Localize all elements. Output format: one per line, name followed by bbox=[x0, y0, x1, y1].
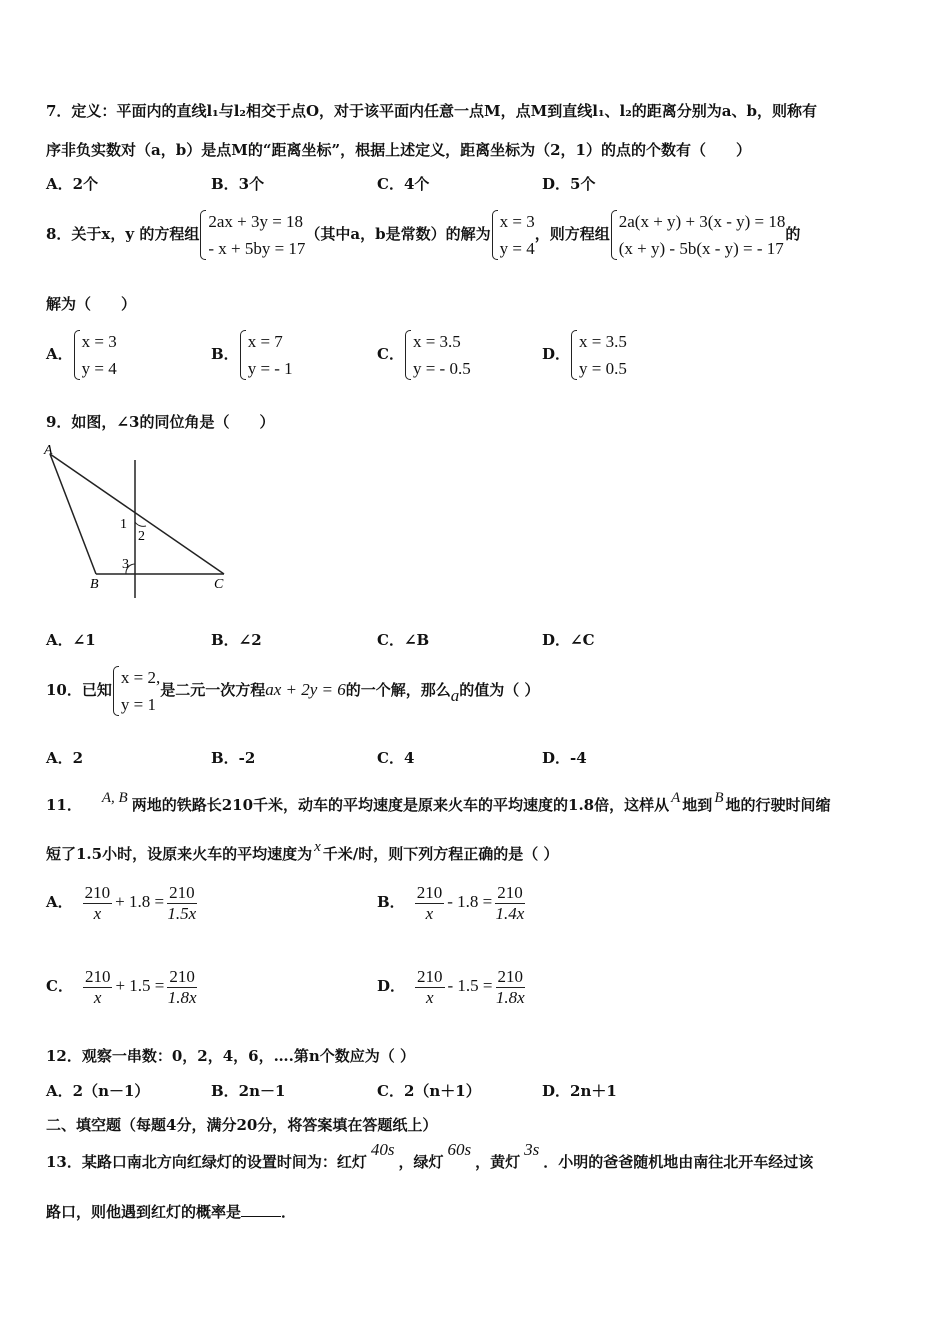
q11-option-b-den: x bbox=[425, 903, 434, 923]
q8-option-a bbox=[46, 324, 117, 384]
q11-option-a bbox=[46, 878, 197, 926]
q11-option-b-num: 210 bbox=[416, 882, 443, 902]
q11-b: B bbox=[714, 790, 724, 806]
q8-option-a-system bbox=[73, 328, 117, 382]
q8-line2: 解为（ ） bbox=[46, 295, 137, 313]
label-1: 1 bbox=[120, 517, 127, 532]
q8-suffix: 的 bbox=[785, 225, 801, 243]
q8-solution-x: x = 3 bbox=[499, 212, 535, 231]
label-b: B bbox=[90, 577, 99, 592]
q8-system1 bbox=[199, 208, 305, 262]
q10-option-a: A．2 bbox=[46, 749, 84, 767]
q8-option-d-y: y = 0.5 bbox=[579, 359, 627, 378]
q11-line1 bbox=[46, 790, 831, 816]
q13-line2-text: 路口，则他遇到红灯的概率是 bbox=[46, 1203, 242, 1221]
q11-option-d bbox=[377, 962, 525, 1010]
q11-line2b: 千米/时，则下列方程正确的是（ ） bbox=[322, 845, 559, 863]
q8-option-c-label: C． bbox=[377, 345, 404, 363]
q11-x: x bbox=[314, 839, 321, 855]
q11-option-b-rnum: 210 bbox=[497, 882, 523, 902]
q13-t3: ，黄灯 bbox=[475, 1153, 521, 1171]
q11-option-b bbox=[377, 878, 525, 926]
q12-stem: 12．观察一串数：0，2，4，6，….第n个数应为（ ） bbox=[46, 1047, 415, 1065]
q9-triangle-figure bbox=[40, 440, 240, 600]
q12-option-b: B．2n－1 bbox=[211, 1082, 286, 1100]
q11-option-d-num: 210 bbox=[417, 966, 443, 986]
q8-option-c-y: y = - 0.5 bbox=[412, 359, 471, 378]
q11-num: 11． bbox=[46, 796, 82, 814]
q7-option-d: D．5个 bbox=[542, 175, 596, 193]
q10-option-b: B．-2 bbox=[211, 749, 256, 767]
q10-suffix: 的值为（ ） bbox=[459, 681, 540, 699]
q11-option-c-rhs bbox=[167, 967, 197, 1008]
q11-option-c-num: 210 bbox=[84, 966, 111, 986]
q9-option-d: D．∠C bbox=[542, 631, 595, 649]
q8-prefix: 8．关于x，y 的方程组 bbox=[46, 225, 200, 243]
q11-option-b-rhs bbox=[495, 883, 525, 924]
q11-option-a-rnum: 210 bbox=[169, 882, 195, 902]
q11-option-b-rden: 1.4x bbox=[495, 903, 525, 923]
q7-option-c: C．4个 bbox=[377, 175, 430, 193]
q13-line2 bbox=[46, 1202, 296, 1222]
q8-option-a-x: x = 3 bbox=[81, 332, 117, 351]
side-ac bbox=[50, 454, 224, 574]
q12-option-c: C．2（n＋1） bbox=[377, 1082, 481, 1100]
q11-option-a-rhs bbox=[167, 883, 197, 924]
q11-a: A bbox=[671, 790, 681, 806]
q11-option-a-op: + 1.8 = bbox=[115, 892, 165, 911]
q7-option-a: A．2个 bbox=[46, 175, 99, 193]
q10-option-d: D．-4 bbox=[542, 749, 587, 767]
q8-option-b-x: x = 7 bbox=[247, 332, 283, 351]
side-ab bbox=[50, 454, 96, 574]
q11-option-a-rden: 1.5x bbox=[167, 903, 197, 923]
label-a: A bbox=[44, 443, 53, 458]
q11-option-c-rnum: 210 bbox=[169, 966, 195, 986]
q11-option-c-label: C． bbox=[46, 977, 73, 995]
q10-system-x: x = 2, bbox=[120, 668, 161, 687]
q8-mid1: （其中a，b是常数）的解为 bbox=[305, 225, 491, 243]
q12-option-d: D．2n＋1 bbox=[542, 1082, 617, 1100]
q12-option-a: A．2（n－1） bbox=[46, 1082, 150, 1100]
q11-option-d-rden: 1.8x bbox=[495, 987, 525, 1007]
q11-t3: 地的行驶时间缩 bbox=[725, 796, 831, 814]
q8-system2-eq2: (x + y) - 5b(x - y) = - 17 bbox=[618, 239, 784, 258]
q8-line1 bbox=[46, 204, 800, 264]
q10-system bbox=[112, 664, 160, 718]
q11-option-b-op: - 1.8 = bbox=[447, 892, 493, 911]
q11-option-d-rhs bbox=[496, 967, 526, 1008]
q8-mid2: ，则方程组 bbox=[534, 225, 610, 243]
q13-end: ． bbox=[281, 1203, 297, 1221]
q11-t2: 地到 bbox=[682, 796, 713, 814]
q11-option-c-lhs bbox=[83, 967, 113, 1008]
q8-solution-y: y = 4 bbox=[499, 239, 535, 258]
section-2-heading: 二、填空题（每题4分，满分20分，将答案填在答题纸上） bbox=[46, 1116, 438, 1134]
q13-line1 bbox=[46, 1140, 814, 1172]
q10-equation: ax + 2y = 6 bbox=[265, 680, 346, 699]
q11-option-d-den: x bbox=[425, 987, 434, 1007]
q8-option-d bbox=[542, 324, 627, 384]
q8-option-d-system bbox=[570, 328, 627, 382]
q8-option-c-system bbox=[404, 328, 471, 382]
q10-mid2: 的一个解，那么 bbox=[345, 681, 451, 699]
q7-option-b: B．3个 bbox=[211, 175, 265, 193]
q8-system2 bbox=[610, 208, 786, 262]
q11-option-c-den: x bbox=[93, 987, 102, 1007]
q13-t1: 13．某路口南北方向红绿灯的设置时间为：红灯 bbox=[46, 1153, 367, 1171]
q11-option-c bbox=[46, 962, 197, 1010]
q13-red: 40s bbox=[370, 1140, 395, 1159]
q11-option-a-lhs bbox=[83, 883, 113, 924]
q11-option-c-rden: 1.8x bbox=[167, 987, 197, 1007]
q8-option-d-x: x = 3.5 bbox=[579, 332, 627, 351]
q11-option-a-num: 210 bbox=[84, 882, 111, 902]
q11-line2a: 短了1.5小时，设原来火车的平均速度为 bbox=[46, 845, 313, 863]
label-3: 3 bbox=[122, 557, 129, 572]
q10-prefix: 10．已知 bbox=[46, 681, 112, 699]
q8-system2-eq1: 2a(x + y) + 3(x - y) = 18 bbox=[618, 212, 786, 231]
q13-t4: ．小明的爸爸随机地由南往北开车经过该 bbox=[543, 1153, 814, 1171]
q7-line2: 序非负实数对（a，b）是点M的“距离坐标”，根据上述定义，距离坐标为（2，1）的点的个数有（ ） bbox=[46, 141, 751, 159]
q11-option-b-lhs bbox=[415, 883, 445, 924]
q9-option-b: B．∠2 bbox=[211, 631, 262, 649]
q11-option-a-den: x bbox=[93, 903, 102, 923]
q8-system1-eq1: 2ax + 3y = 18 bbox=[208, 212, 304, 231]
q8-option-c bbox=[377, 324, 471, 384]
q11-ab: A, B bbox=[101, 790, 128, 806]
q11-option-d-label: D． bbox=[377, 977, 406, 995]
q10-line bbox=[46, 660, 540, 720]
q13-answer-blank bbox=[241, 1216, 281, 1217]
q9-option-c: C．∠B bbox=[377, 631, 430, 649]
q9-option-a: A．∠1 bbox=[46, 631, 96, 649]
q8-option-b-label: B． bbox=[211, 345, 239, 363]
q8-option-b-y: y = - 1 bbox=[247, 359, 293, 378]
q8-option-b bbox=[211, 324, 293, 384]
q10-system-y: y = 1 bbox=[120, 695, 156, 714]
q8-option-a-y: y = 4 bbox=[81, 359, 117, 378]
q11-t1: 两地的铁路长210千米，动车的平均速度是原来火车的平均速度的1.8倍，这样从 bbox=[131, 796, 670, 814]
label-c: C bbox=[214, 577, 224, 592]
q11-option-d-op: - 1.5 = bbox=[447, 976, 493, 995]
q11-option-c-op: + 1.5 = bbox=[115, 976, 165, 995]
q8-option-a-label: A． bbox=[46, 345, 73, 363]
q8-system1-eq2: - x + 5by = 17 bbox=[208, 239, 306, 258]
q9-stem: 9．如图，∠3的同位角是（ ） bbox=[46, 413, 275, 431]
q7-line1: 7．定义：平面内的直线l₁与l₂相交于点O，对于该平面内任意一点M，点M到直线l₁、l₂的距离分别为a、b，则称有 bbox=[46, 102, 817, 120]
q10-option-c: C．4 bbox=[377, 749, 415, 767]
angle-2-arc bbox=[135, 522, 146, 526]
q13-yellow: 3s bbox=[524, 1140, 540, 1159]
q13-t2: ，绿灯 bbox=[398, 1153, 444, 1171]
label-2: 2 bbox=[138, 529, 145, 544]
q11-line2 bbox=[46, 839, 559, 865]
q10-mid: 是二元一次方程 bbox=[160, 681, 266, 699]
q11-option-a-label: A． bbox=[46, 893, 73, 911]
q8-solution bbox=[491, 208, 535, 262]
q8-option-d-label: D． bbox=[542, 345, 571, 363]
q10-var: a bbox=[450, 686, 460, 705]
q13-green: 60s bbox=[447, 1140, 472, 1159]
q11-option-d-lhs bbox=[415, 967, 445, 1008]
q11-option-d-rnum: 210 bbox=[497, 966, 524, 986]
q11-option-b-label: B． bbox=[377, 893, 405, 911]
q8-option-b-system bbox=[239, 328, 293, 382]
q8-option-c-x: x = 3.5 bbox=[412, 332, 461, 351]
